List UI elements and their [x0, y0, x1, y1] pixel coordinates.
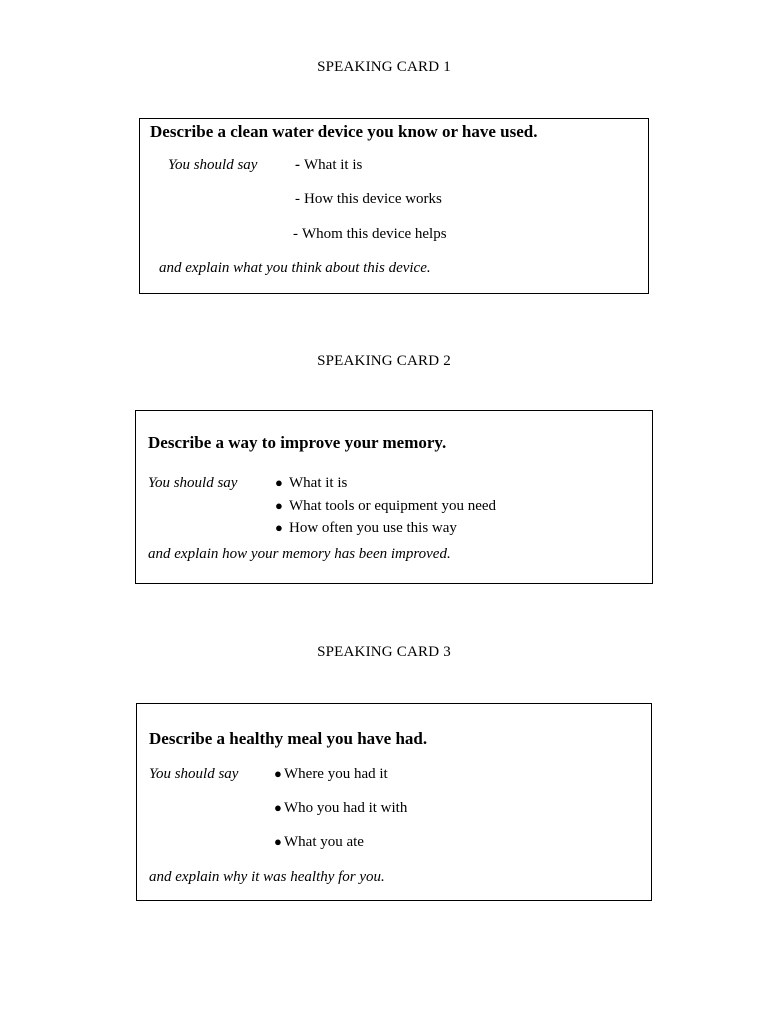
card-3-item: [274, 834, 364, 851]
card-1-item-text: How this device works: [304, 191, 442, 207]
card-3-item-text: Where you had it: [284, 766, 388, 782]
bullet-marker: ●: [274, 766, 282, 781]
bullet-marker: ●: [275, 475, 283, 490]
card-2-item: [275, 498, 496, 515]
dash-marker: -: [295, 191, 300, 207]
card-3-item-text: Who you had it with: [284, 800, 408, 816]
bullet-marker: ●: [274, 834, 282, 849]
card-1-item: [295, 157, 362, 174]
card-2-should-say: You should say: [148, 475, 238, 491]
card-3-title: Describe a healthy meal you have had.: [149, 729, 428, 748]
bullet-marker: ●: [274, 800, 282, 815]
bullet-marker: ●: [275, 520, 283, 535]
card-2-explain: and explain how your memory has been improved.: [148, 546, 451, 562]
card-2-item-text: What it is: [289, 475, 348, 491]
card-2-item: [275, 520, 457, 537]
dash-marker: -: [295, 157, 300, 173]
card-1-heading: SPEAKING CARD 1: [317, 59, 451, 75]
card-1-item-text: Whom this device helps: [302, 226, 447, 242]
card-1-should-say: You should say: [168, 157, 258, 173]
card-3-box: [136, 703, 652, 901]
dash-marker: -: [293, 226, 298, 242]
card-1-item: [295, 191, 442, 208]
card-3-item-text: What you ate: [284, 834, 364, 850]
card-3-should-say: You should say: [149, 766, 239, 782]
card-3-explain: and explain why it was healthy for you.: [149, 869, 385, 885]
card-1-box: [139, 118, 649, 294]
card-1-title: Describe a clean water device you know or have used.: [150, 122, 538, 141]
card-1-item-text: What it is: [304, 157, 363, 173]
card-2-item-text: What tools or equipment you need: [289, 498, 497, 514]
card-3-item: [274, 766, 388, 783]
bullet-marker: ●: [275, 498, 283, 513]
card-2-item: [275, 475, 347, 492]
card-2-title: Describe a way to improve your memory.: [148, 433, 447, 452]
card-2-item-text: How often you use this way: [289, 520, 457, 536]
card-3-heading: SPEAKING CARD 3: [317, 644, 451, 660]
card-1-item: [293, 226, 447, 243]
card-3-item: [274, 800, 407, 817]
card-2-heading: SPEAKING CARD 2: [317, 353, 451, 369]
card-1-explain: and explain what you think about this device.: [159, 260, 431, 276]
card-2-box: [135, 410, 653, 584]
